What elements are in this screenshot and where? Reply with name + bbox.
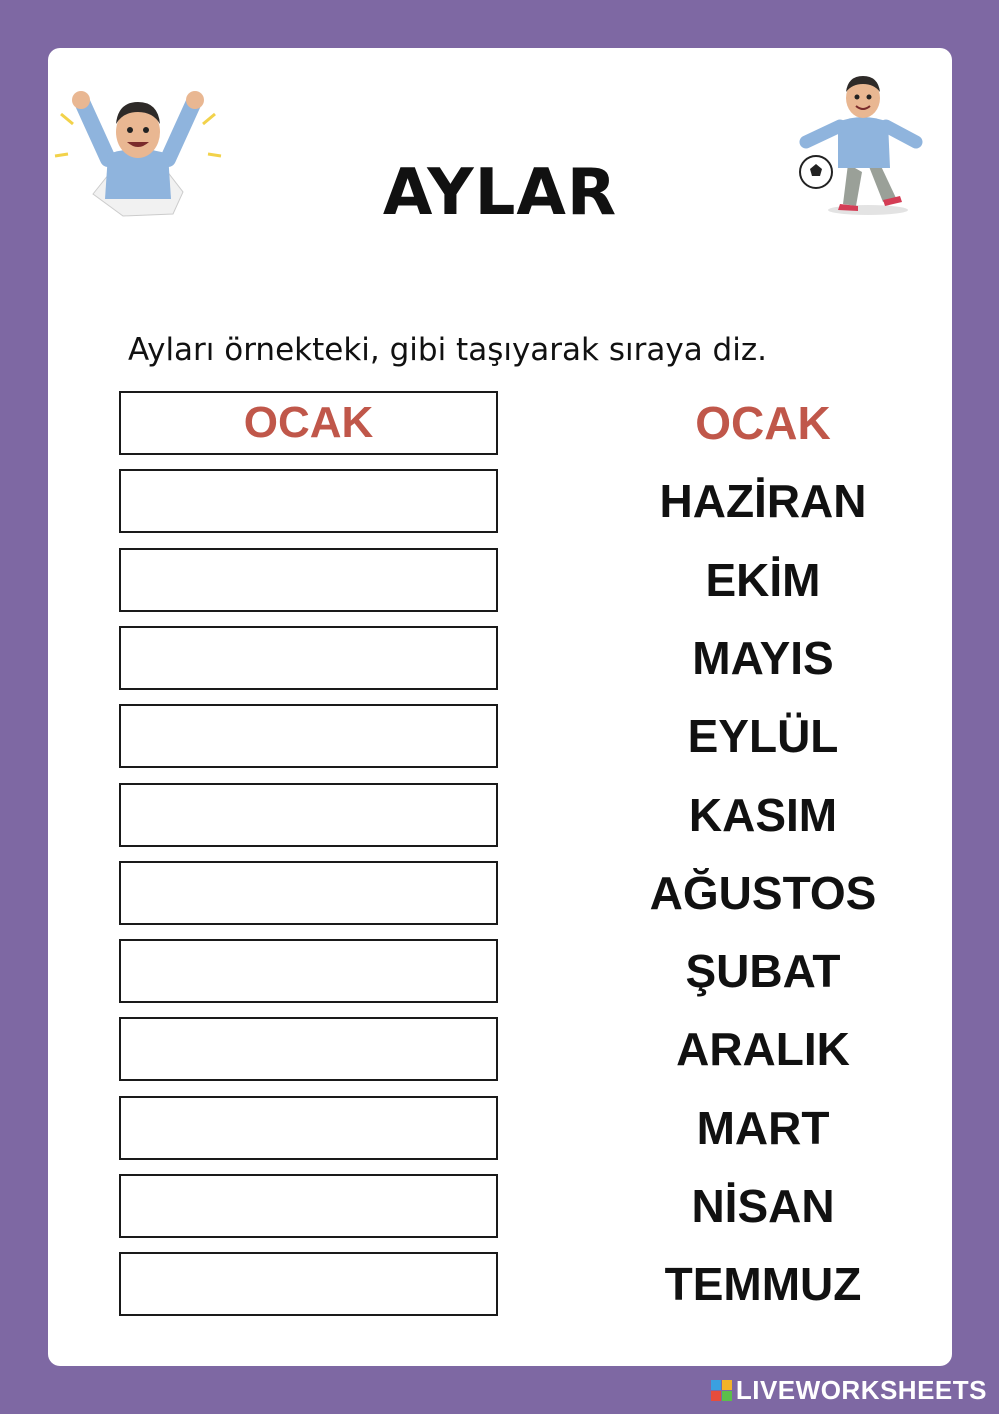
answer-drop-box[interactable] (119, 1174, 498, 1238)
answer-drop-box[interactable] (119, 783, 498, 847)
liveworksheets-logo (711, 1375, 987, 1406)
draggable-month-word[interactable]: MART (696, 1101, 830, 1154)
answer-drop-box[interactable] (119, 1096, 498, 1160)
answer-drop-box[interactable] (119, 469, 498, 533)
answer-drop-box[interactable] (119, 1017, 498, 1081)
football-man-avatar-icon (788, 64, 928, 216)
answer-drop-box[interactable] (119, 626, 498, 690)
draggable-month-word[interactable]: MAYIS (692, 631, 834, 684)
draggable-month-word[interactable]: KASIM (688, 788, 838, 841)
draggable-month-word[interactable]: AĞUSTOS (649, 866, 877, 919)
example-month-label: OCAK (695, 397, 831, 449)
draggable-month-word[interactable]: TEMMUZ (664, 1258, 862, 1311)
answer-drop-box[interactable] (119, 548, 498, 612)
draggable-month-word[interactable]: EKİM (705, 553, 821, 606)
answer-drop-box[interactable]: OCAK (119, 391, 498, 455)
instruction-text: Ayları örnekteki, gibi taşıyarak sıraya diz. (128, 332, 767, 368)
cheering-man-avatar-icon (53, 84, 223, 224)
draggable-month-word[interactable]: NİSAN (691, 1180, 835, 1232)
page-title: AYLAR (382, 156, 618, 230)
draggable-month-word[interactable]: HAZİRAN (659, 475, 867, 528)
answer-drop-box[interactable] (119, 704, 498, 768)
draggable-month-word[interactable]: ŞUBAT (685, 945, 841, 998)
answer-drop-box[interactable] (119, 939, 498, 1003)
draggable-month-word[interactable]: EYLÜL (687, 710, 839, 763)
liveworksheets-logo-icon (711, 1380, 732, 1401)
answer-drop-box[interactable] (119, 1252, 498, 1316)
worksheet-page (48, 48, 952, 1366)
draggable-month-word[interactable]: ARALIK (676, 1023, 850, 1076)
answer-drop-box[interactable] (119, 861, 498, 925)
footer-brand: LIVEWORKSHEETS (735, 1375, 987, 1405)
